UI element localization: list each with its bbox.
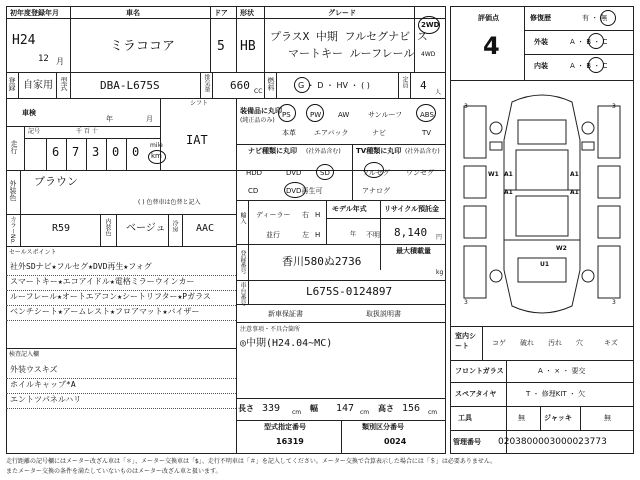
length-cm: cm	[292, 409, 302, 416]
height: 156	[402, 403, 421, 414]
exterior-b-circle	[588, 33, 604, 49]
length-label: 長さ	[238, 404, 254, 413]
diagram-mark-a1d: A1	[570, 189, 579, 196]
first-reg-label: 初年度登録年月	[10, 9, 59, 17]
interior-label: 内装	[534, 62, 548, 70]
displacement: 660	[230, 79, 250, 92]
repair-label: 修復歴	[530, 14, 551, 22]
capacity: 4	[420, 79, 427, 92]
sales-point-line: ルーフレール★オートエアコン★シートリフター★Pガラス	[10, 292, 211, 301]
mileage-unit-mile: mile	[150, 142, 163, 149]
width-cm: cm	[360, 409, 370, 416]
model: DBA-L675S	[100, 79, 160, 92]
equipment-circle	[416, 104, 436, 122]
type-cert: 16319	[276, 437, 304, 446]
jack-label: ジャッキ	[544, 414, 572, 422]
new-warranty: 新車保証書	[268, 310, 303, 318]
recycle-value: 8,140	[394, 226, 428, 239]
recycle-yen: 円	[436, 234, 443, 241]
tv-item: アナログ	[362, 187, 390, 195]
diagram-paren-3: 3	[464, 299, 468, 306]
diagram-mark-u1: U1	[540, 261, 550, 268]
car-name-label: 車名	[126, 9, 140, 17]
equipment-label: 装備品に丸印	[240, 107, 282, 115]
diagram-mark-a1b: A1	[504, 189, 513, 196]
navi-item: HDD	[246, 169, 263, 177]
front-glass-label: フロントガラス	[455, 367, 504, 375]
length: 339	[262, 403, 281, 414]
ac-label: 冷房	[171, 220, 178, 232]
check-line: エントツパネルハリ	[10, 395, 82, 404]
navi-circle	[316, 164, 334, 180]
diagram-paren-2: 3	[612, 103, 616, 110]
interior-b-circle	[588, 57, 604, 73]
sheet-item: 穴	[576, 339, 583, 347]
equipment-item: ABS	[420, 111, 434, 119]
tv-item: ワンセグ	[406, 169, 434, 177]
sales-point-line: 社外SDナビ★フルセグ★DVD再生★フォグ	[10, 262, 152, 271]
transmission: IAT	[186, 133, 208, 147]
drive-4wd: 4WD	[421, 51, 436, 58]
mileage-digit: 0	[132, 145, 140, 159]
exterior-color: ブラウン	[34, 175, 78, 188]
navi-circle	[284, 182, 306, 198]
doors: 5	[217, 39, 225, 54]
navi-item: DVD	[286, 169, 302, 177]
score: 4	[483, 32, 500, 60]
diagram-mark-w1: W1	[488, 171, 499, 178]
fuel-circle	[294, 77, 310, 93]
fuel-options: G ・ D ・ HV ・ ( )	[298, 81, 370, 90]
shaken-month: 月	[146, 115, 153, 123]
tv-item: フルセグ	[362, 169, 390, 177]
check-line: 外装ウスキズ	[10, 365, 58, 374]
mgmt-label: 管理番号	[453, 438, 481, 446]
color-no-label: カラーNo.	[9, 216, 16, 244]
spare-tire-label: スペアタイヤ	[455, 390, 497, 398]
tv-circle	[364, 162, 384, 178]
handle-left: 左	[302, 231, 309, 239]
footer-line1: 走行距離の記号欄にはメーター改ざん車は「＊」、メーター交換車は「$」、走行不明車は「＃」を記入してください。メーター交換で合算表示した場合には「＄」は必要ありません。	[6, 458, 497, 465]
reg-label: 登録	[8, 77, 16, 91]
grade-label: グレード	[328, 9, 356, 17]
tools-value: 無	[518, 414, 525, 422]
interior-sheet-label: 室内シート	[455, 332, 476, 350]
shaken-label: 車検	[22, 109, 36, 117]
mileage-digit: 6	[52, 145, 60, 159]
mileage-digit: 3	[92, 145, 100, 159]
height-cm: cm	[428, 409, 438, 416]
sales-points-label: セールスポイント	[9, 249, 57, 256]
manual: 取扱説明書	[366, 310, 401, 318]
type-cert-label: 型式指定番号	[264, 423, 306, 431]
interior-color-label: 内装色	[104, 218, 111, 236]
repair-none-circle	[600, 10, 616, 26]
equipment-item2: 本革	[282, 129, 296, 137]
sheet-item: 汚れ	[548, 339, 562, 347]
mileage-sub: 千 百 十	[76, 128, 98, 135]
sales-point-line: スマートキー★エコアイドル★電格ミラーウインカー	[10, 277, 195, 286]
grade-line2: マートキー ルーフレール	[288, 47, 415, 60]
color-label: 外装色	[9, 180, 17, 201]
equipment-item2: ナビ	[372, 129, 386, 137]
chassis-value: L675S-0124897	[306, 285, 393, 298]
equipment-item: PW	[310, 111, 322, 119]
mileage-digit: 0	[112, 145, 120, 159]
capacity-label: 定員	[401, 76, 408, 88]
mileage-label: 走行	[10, 140, 18, 154]
interior-grades: A ・ B ・ C	[570, 62, 608, 70]
car-name: ミラココア	[110, 39, 176, 54]
handle-h1: H	[315, 211, 321, 219]
class-label: 類別区分番号	[362, 423, 404, 431]
usage: 自家用	[23, 80, 53, 91]
max-load-label: 最大積載量	[396, 247, 431, 255]
tv-sub: (社外品含む)	[405, 148, 440, 155]
repair-options: 有 ・ 無	[582, 14, 608, 22]
chassis-label: 車台番号	[239, 282, 246, 306]
color-no: R59	[52, 223, 71, 234]
navi-item: CD	[248, 187, 259, 195]
navi-label: ナビ種類に丸印	[248, 147, 297, 155]
diagram-mark-a1a: A1	[504, 171, 513, 178]
class-no: 0024	[384, 437, 407, 446]
tools-label: 工具	[458, 414, 472, 422]
diagram-mark-a1c: A1	[570, 171, 579, 178]
model-year-unit: 年	[350, 231, 357, 238]
month-unit: 月	[56, 57, 64, 66]
front-glass-value: A ・ × ・ 要交	[538, 367, 586, 375]
sales-point-line: ベンチシート★アームレスト★フロアマット★バイザー	[10, 307, 200, 316]
first-reg-month: 12	[38, 54, 49, 64]
mileage-header: 記号	[28, 128, 41, 135]
exterior-grades: A ・ B ・ C	[570, 38, 608, 46]
diagram-paren-1: 3	[464, 103, 468, 110]
handle-right: 右	[302, 211, 309, 219]
notes-value: ◎中期(H24.04~MC)	[240, 338, 333, 349]
score-label: 評価点	[478, 14, 499, 22]
equipment-sub: (純正品のみ)	[240, 117, 275, 124]
car-diagram	[450, 80, 634, 326]
width-label: 幅	[310, 404, 318, 413]
import-label: 輸入	[239, 212, 246, 224]
sheet-item: キズ	[604, 339, 618, 347]
recycle-label: リサイクル預託金	[384, 205, 440, 213]
fuel-label: 燃料	[267, 77, 275, 91]
equipment-circle	[278, 104, 296, 122]
exterior-label: 外装	[534, 38, 548, 46]
navi-sub: (社外品含む)	[306, 148, 341, 155]
ac-value: AAC	[196, 223, 215, 234]
cc-unit: CC	[254, 88, 263, 95]
navi-item: SD	[320, 169, 330, 177]
import-dealer: ディーラー	[256, 211, 291, 219]
tv-label: TV種類に丸印	[356, 147, 402, 155]
equipment-item: AW	[338, 111, 350, 119]
handle-h2: H	[315, 231, 321, 239]
check-label: 検査記入欄	[9, 351, 40, 358]
shape-label: 形状	[240, 9, 254, 17]
mgmt-value: 0203800003000023773	[498, 437, 607, 447]
model-year-unknown: 不明	[366, 231, 380, 239]
equipment-item: PS	[282, 111, 291, 119]
model-label: 型式	[60, 77, 68, 91]
shift-label: シフト	[190, 100, 209, 107]
notes-label: 注意事項・不具合箇所	[240, 326, 301, 333]
door-label: ドア	[214, 9, 228, 17]
grade-line1: プラスX 中期 フルセグナビ ス	[270, 30, 428, 43]
width: 147	[336, 403, 355, 414]
interior-color: ベージュ	[126, 223, 166, 234]
shaken-year: 年	[106, 115, 113, 123]
capacity-unit: 人	[435, 89, 442, 96]
plate-value: 香川580ぬ2736	[282, 255, 362, 268]
diagram-mark-w2: W2	[556, 245, 567, 252]
equipment-item2: TV	[422, 129, 432, 137]
equipment-circle	[306, 104, 324, 122]
height-label: 高さ	[378, 404, 394, 413]
max-load-kg: kg	[436, 269, 444, 276]
displacement-label: 排気量	[203, 74, 210, 92]
drive-2wd: 2WD	[421, 21, 440, 29]
check-line: ホイルキャップ*A	[10, 380, 76, 389]
equipment-item: サンルーフ	[368, 111, 403, 119]
plate-label: 登録番号	[239, 250, 246, 274]
shape: HB	[240, 39, 256, 54]
sheet-item: コゲ	[492, 339, 506, 347]
footer-line2: またメーター交換の条件を満たしていないものはメーター改ざん車と扱います。	[6, 468, 222, 475]
first-reg-year: H24	[12, 33, 36, 48]
mileage-digit: 7	[72, 145, 80, 159]
import-parallel: 並行	[266, 231, 280, 239]
color-note: ( ) 色替車は色替と記入	[138, 199, 201, 206]
mileage-unit-km: km	[151, 152, 162, 160]
jack-value: 無	[604, 414, 611, 422]
spare-tire-value: T ・ 修理KIT ・ 欠	[526, 390, 586, 398]
diagram-paren-4: 3	[612, 299, 616, 306]
model-year-label: モデル年式	[332, 205, 367, 213]
equipment-item2: エアバック	[314, 129, 349, 137]
sheet-item: 破れ	[520, 339, 534, 347]
navi-item: DVD再生可	[286, 187, 323, 195]
